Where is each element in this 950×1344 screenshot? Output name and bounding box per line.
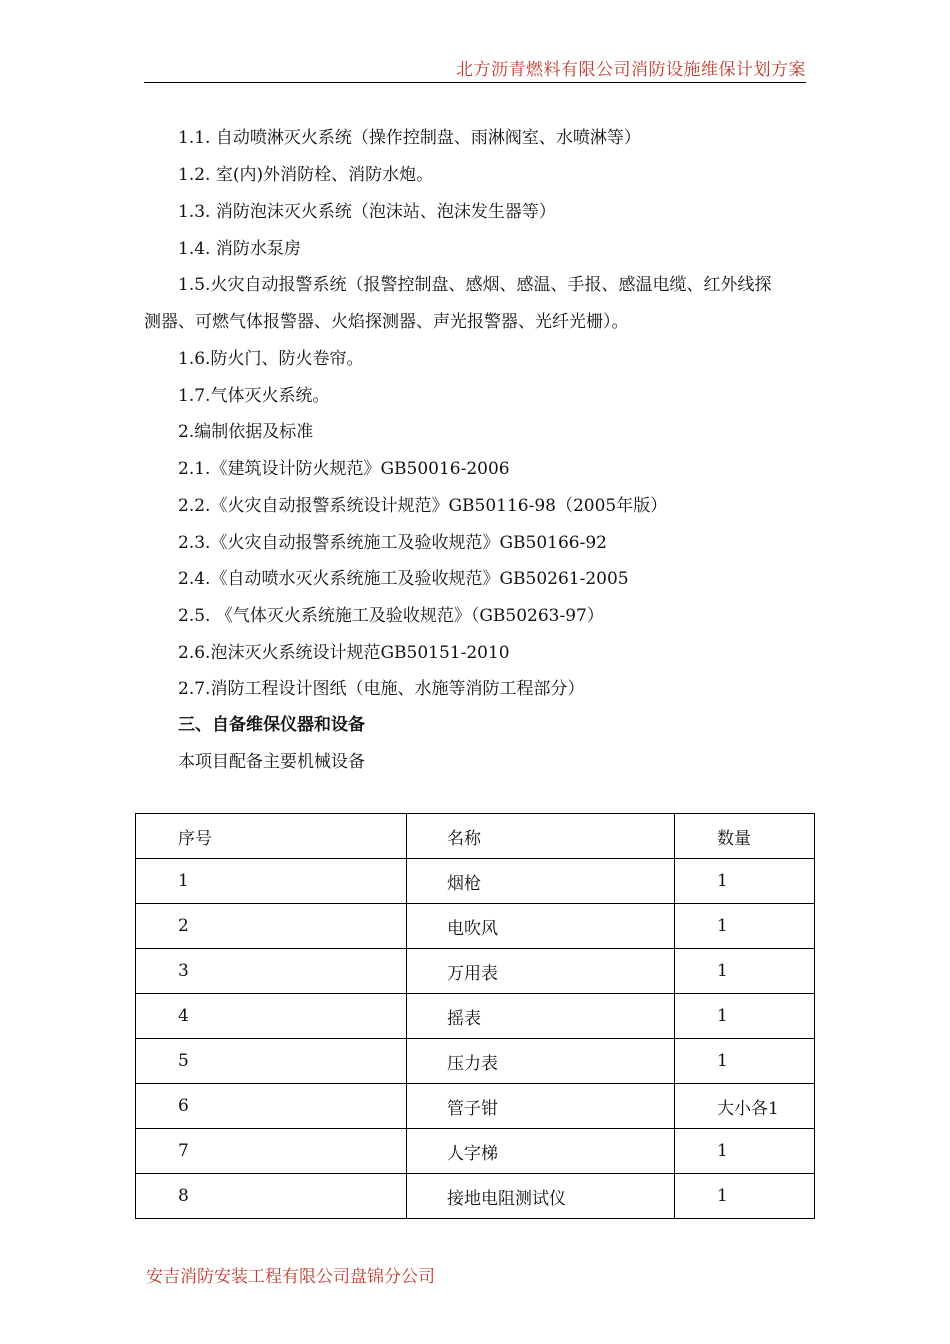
- table-cell: 2: [136, 904, 407, 949]
- list-item: 1.6.防火门、防火卷帘。: [178, 349, 364, 369]
- table-row: [136, 1084, 815, 1129]
- list-item: 2.5. 《气体灭火系统施工及验收规范》（GB50263-97）: [178, 606, 604, 626]
- list-item: 2.1.《建筑设计防火规范》GB50016-2006: [178, 459, 510, 479]
- list-item: 2.7.消防工程设计图纸（电施、水施等消防工程部分）: [178, 679, 585, 699]
- list-item: 2.3.《火灾自动报警系统施工及验收规范》GB50166-92: [178, 533, 607, 553]
- list-item: 2.2.《火灾自动报警系统设计规范》GB50116-98（2005年版）: [178, 496, 668, 516]
- equipment-table: [135, 813, 815, 1219]
- table-cell: 万用表: [407, 949, 675, 994]
- table-row: [136, 994, 815, 1039]
- page-footer: 安吉消防安装工程有限公司盘锦分公司: [146, 1267, 435, 1287]
- list-item: 1.2. 室(内)外消防栓、消防水炮。: [178, 165, 434, 185]
- table-cell: 接地电阻测试仪: [407, 1174, 675, 1219]
- table-cell: 1: [675, 859, 815, 904]
- page-header: [144, 58, 806, 83]
- list-item: 1.3. 消防泡沫灭火系统（泡沫站、泡沫发生器等）: [178, 202, 556, 222]
- table-cell: 人字梯: [407, 1129, 675, 1174]
- table-cell: 4: [136, 994, 407, 1039]
- table-cell: 7: [136, 1129, 407, 1174]
- table-cell: 5: [136, 1039, 407, 1084]
- table-cell: 1: [136, 859, 407, 904]
- table-cell: 6: [136, 1084, 407, 1129]
- table-header-row: [136, 814, 815, 859]
- table-cell: 压力表: [407, 1039, 675, 1084]
- list-item: 2.4.《自动喷水灭火系统施工及验收规范》GB50261-2005: [178, 569, 629, 589]
- table-cell: 1: [675, 949, 815, 994]
- table-row: [136, 859, 815, 904]
- table-cell: 摇表: [407, 994, 675, 1039]
- table-cell: 1: [675, 1129, 815, 1174]
- table-cell: 电吹风: [407, 904, 675, 949]
- list-item: 2.6.泡沫灭火系统设计规范GB50151-2010: [178, 643, 510, 663]
- header-cell: 序号: [136, 814, 407, 859]
- list-item: 1.5.火灾自动报警系统（报警控制盘、感烟、感温、手报、感温电缆、红外线探: [178, 275, 772, 295]
- table-cell: 1: [675, 904, 815, 949]
- subsection-heading: 2.编制依据及标准: [178, 422, 314, 442]
- intro-text: 本项目配备主要机械设备: [178, 752, 365, 772]
- header-cell: 名称: [407, 814, 675, 859]
- table-cell: 8: [136, 1174, 407, 1219]
- list-item: 1.1. 自动喷淋灭火系统（操作控制盘、雨淋阀室、水喷淋等）: [178, 128, 641, 148]
- table-cell: 管子钳: [407, 1084, 675, 1129]
- list-item: 1.7.气体灭火系统。: [178, 386, 330, 406]
- table-cell: 1: [675, 1039, 815, 1084]
- table-row: [136, 1039, 815, 1084]
- header-title: 北方沥青燃料有限公司消防设施维保计划方案: [456, 60, 806, 80]
- table-row: [136, 949, 815, 994]
- table-cell: 1: [675, 994, 815, 1039]
- list-item: 1.4. 消防水泵房: [178, 239, 301, 259]
- list-item-continuation: 测器、可燃气体报警器、火焰探测器、声光报警器、光纤光栅）。: [144, 312, 629, 332]
- table-cell: 1: [675, 1174, 815, 1219]
- header-cell: 数量: [675, 814, 815, 859]
- table-row: [136, 1129, 815, 1174]
- section-heading: 三、自备维保仪器和设备: [178, 715, 365, 735]
- table-cell: 烟枪: [407, 859, 675, 904]
- table-row: [136, 1174, 815, 1219]
- table-cell: 大小各1: [675, 1084, 815, 1129]
- table-cell: 3: [136, 949, 407, 994]
- table-row: [136, 904, 815, 949]
